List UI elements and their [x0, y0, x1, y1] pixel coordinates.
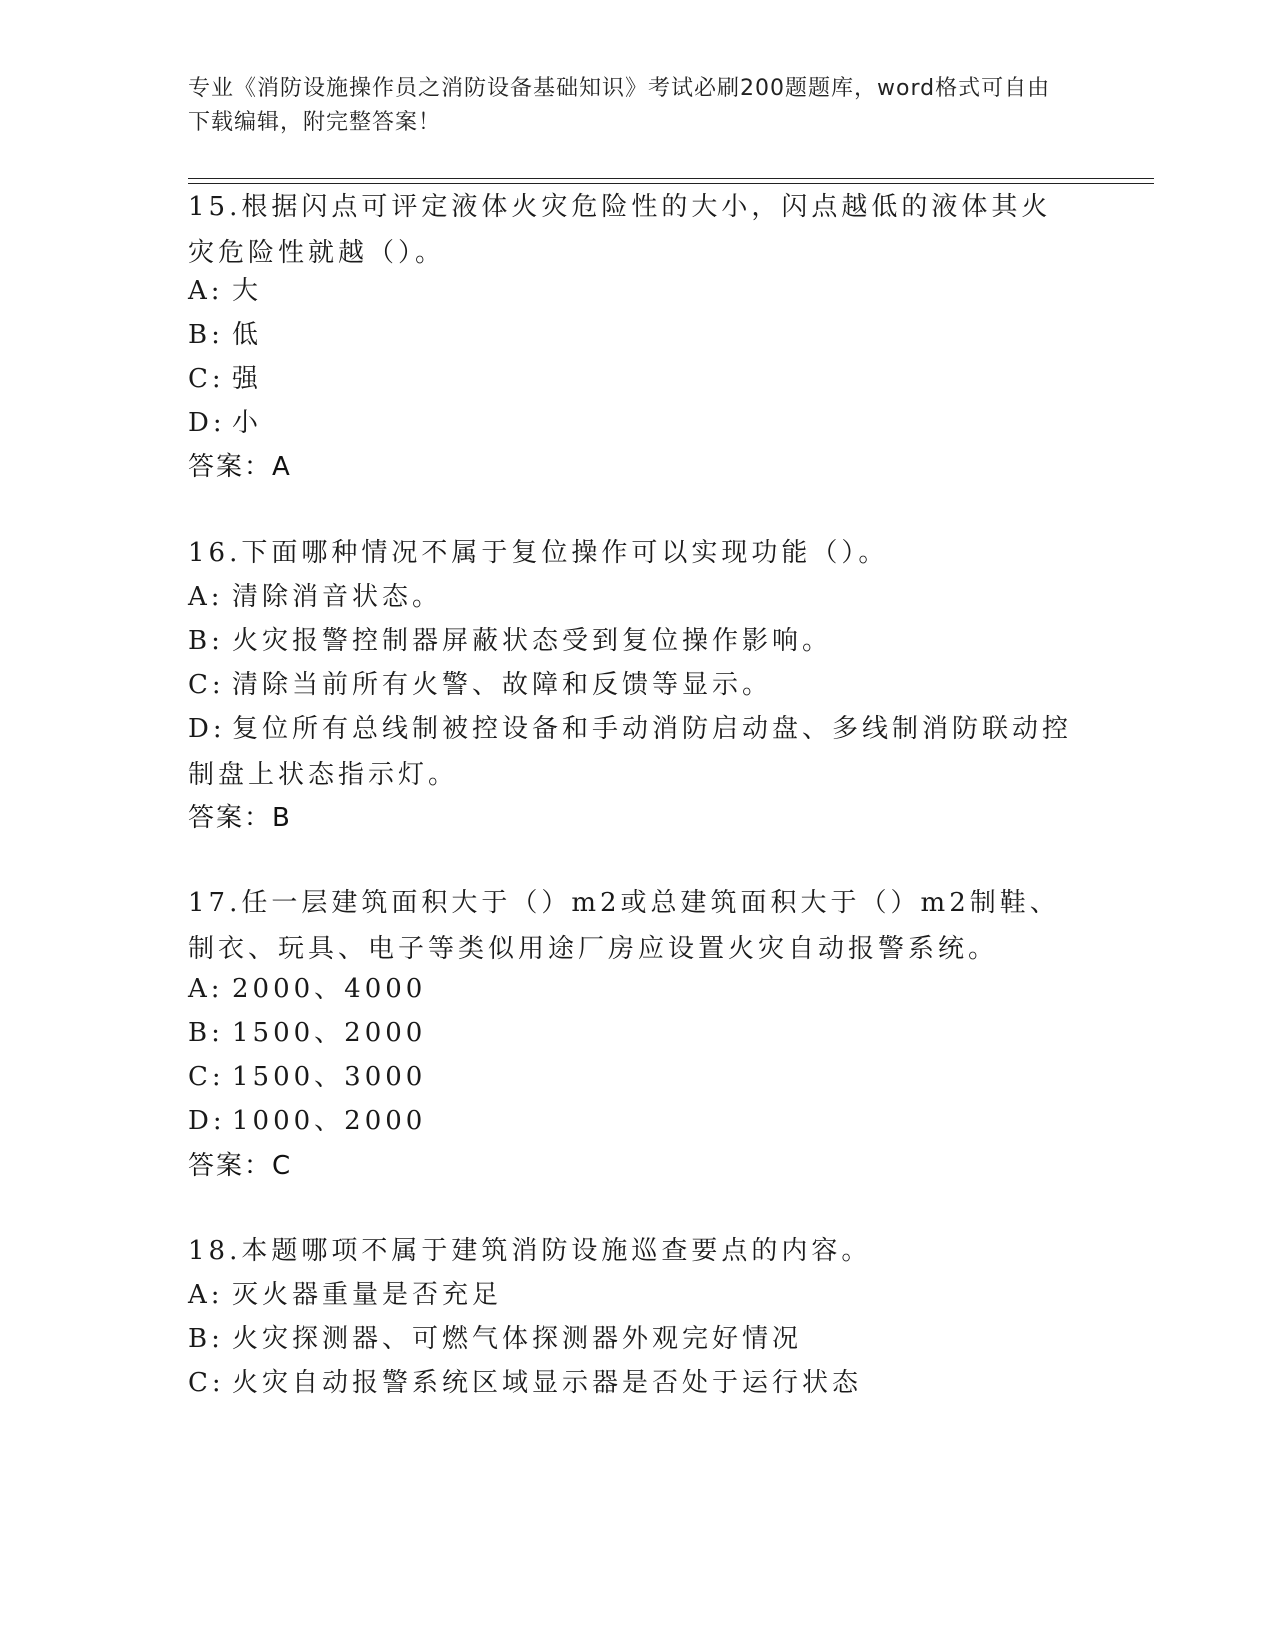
- option-letter: D:: [188, 408, 226, 438]
- question-17-option-c: [188, 1054, 1078, 1100]
- question-17-answer: 答案：C: [188, 1151, 293, 1181]
- option-text: 低: [232, 320, 263, 350]
- option-letter: B:: [188, 626, 224, 656]
- question-17-option-a: [188, 966, 1078, 1012]
- option-letter: B:: [188, 1018, 224, 1048]
- question-18-option-c: [188, 1360, 1078, 1406]
- option-text: 复位所有总线制被控设备和手动消防启动盘、多线制消防联动控制盘上状态指示灯。: [188, 714, 1073, 790]
- option-text: 1000、2000: [232, 1106, 427, 1136]
- option-text: 清除当前所有火警、故障和反馈等显示。: [232, 670, 773, 700]
- question-15-option-b: [188, 312, 1078, 358]
- option-letter: A:: [188, 276, 224, 306]
- header-divider-top: [188, 178, 1154, 179]
- question-15-stem: 15.根据闪点可评定液体火灾危险性的大小，闪点越低的液体其火灾危险性就越（）。: [188, 192, 1052, 268]
- option-text: 清除消音状态。: [232, 582, 443, 612]
- question-15-option-c: [188, 356, 1078, 402]
- option-text: 大: [232, 276, 263, 306]
- option-text: 2000、4000: [232, 974, 427, 1004]
- option-text: 1500、3000: [232, 1062, 427, 1092]
- question-16-option-a: [188, 574, 1078, 620]
- question-15-option-d: [188, 400, 1078, 446]
- question-18-option-b: [188, 1316, 1078, 1362]
- question-17-option-b: [188, 1010, 1078, 1056]
- option-letter: B:: [188, 1324, 224, 1354]
- option-text: 火灾自动报警系统区域显示器是否处于运行状态: [232, 1368, 863, 1398]
- question-16-answer: 答案：B: [188, 803, 292, 833]
- question-16-option-b: [188, 618, 1078, 664]
- question-15-answer: 答案：A: [188, 452, 292, 482]
- option-letter: C:: [188, 364, 225, 394]
- option-text: 灭火器重量是否充足: [232, 1280, 503, 1310]
- option-text: 强: [232, 364, 263, 394]
- option-letter: B:: [188, 320, 224, 350]
- question-17-option-d: [188, 1098, 1078, 1144]
- question-16-option-d: [188, 706, 1078, 798]
- question-15-option-a: [188, 268, 1078, 314]
- option-letter: A:: [188, 1280, 224, 1310]
- option-letter: C:: [188, 1368, 225, 1398]
- option-letter: D:: [188, 714, 226, 744]
- option-text: 小: [232, 408, 263, 438]
- option-text: 火灾探测器、可燃气体探测器外观完好情况: [232, 1324, 803, 1354]
- question-18-stem: 18.本题哪项不属于建筑消防设施巡查要点的内容。: [188, 1236, 872, 1266]
- option-letter: A:: [188, 974, 224, 1004]
- option-text: 1500、2000: [232, 1018, 427, 1048]
- question-16-option-c: [188, 662, 1078, 708]
- option-letter: C:: [188, 1062, 225, 1092]
- option-letter: A:: [188, 582, 224, 612]
- question-16-stem: 16.下面哪种情况不属于复位操作可以实现功能（）。: [188, 538, 889, 568]
- option-letter: C:: [188, 670, 225, 700]
- option-text: 火灾报警控制器屏蔽状态受到复位操作影响。: [232, 626, 833, 656]
- document-header: 专业《消防设施操作员之消防设备基础知识》考试必刷200题题库，word格式可自由下载编辑，附完整答案！: [188, 76, 1051, 135]
- question-17-stem: 17.任一层建筑面积大于（）m2或总建筑面积大于（）m2制鞋、制衣、玩具、电子等类似用途厂房应设置火灾自动报警系统。: [188, 888, 1060, 964]
- question-18-option-a: [188, 1272, 1078, 1318]
- option-letter: D:: [188, 1106, 226, 1136]
